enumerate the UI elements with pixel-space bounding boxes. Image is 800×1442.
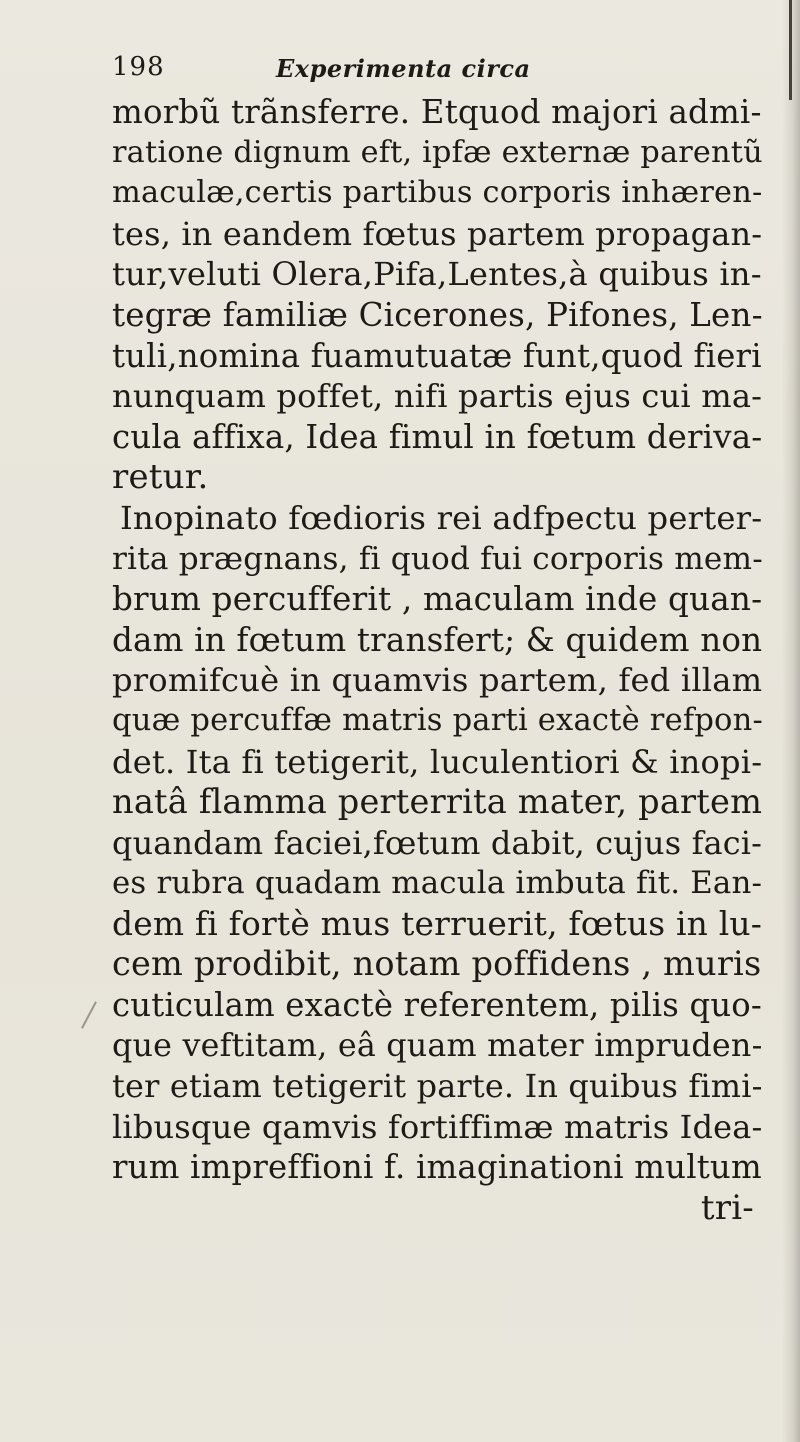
text-line: tegræ familiæ Cicerones, Pifones, Len- [112, 295, 763, 334]
text-line: tur,veluti Olera,Pifa,Lentes,à quibus in- [112, 255, 762, 294]
text-line: que veftitam, eâ quam mater impruden- [112, 1027, 763, 1064]
page-edge-shadow [782, 0, 800, 1442]
text-line: promifcuè in quamvis partem, fed illam [112, 661, 763, 700]
text-line: morbũ trãnsferre. Etquod majori admi- [112, 93, 762, 131]
text-line: det. Ita fi tetigerit, luculentiori & inopi- [112, 742, 763, 781]
page-header [112, 52, 752, 88]
text-line: cula affixa, Idea fimul in fœtum deriva- [112, 417, 763, 456]
text-line: ratione dignum eft, ipfæ externæ parentũ [112, 134, 763, 170]
text-line: tuli,nomina fuamutuatæ funt,quod fieri [112, 336, 762, 375]
text-line: natâ flamma perterrita mater, partem [112, 782, 763, 822]
text-line: rita prægnans, fi quod fui corporis mem- [112, 540, 763, 577]
text-line: rum impreffioni f. imaginationi multum [112, 1148, 762, 1187]
text-line: cuticulam exactè referentem, pilis quo- [112, 986, 763, 1025]
text-line: tes, in eandem fœtus partem propagan- [112, 214, 763, 253]
text-line: es rubra quadam macula imbuta fit. Ean- [112, 865, 763, 902]
text-line: cem prodibit, notam poffidens , muris [112, 944, 762, 984]
text-line: retur. [112, 457, 209, 498]
body-text [112, 92, 762, 1229]
paragraph-start-line: Inopinato fœdioris rei adfpectu perter- [120, 498, 763, 537]
page-number: 198 [112, 52, 165, 82]
text-line: brum percufferit , maculam inde quan- [112, 580, 763, 619]
text-line: libusque qamvis fortiffimæ matris Idea- [112, 1107, 763, 1146]
page-edge-mark [789, 0, 792, 100]
text-line: quandam faciei,fœtum dabit, cujus faci- [112, 823, 763, 862]
text-line: maculæ,certis partibus corporis inhæren- [112, 175, 763, 211]
margin-pencil-mark [81, 1001, 97, 1028]
text-line: ter etiam tetigerit parte. In quibus fimi- [112, 1067, 763, 1106]
text-line: dem fi fortè mus terruerit, fœtus in lu- [112, 903, 763, 943]
text-line: nunquam poffet, nifi partis ejus cui ma- [112, 377, 763, 416]
text-line: dam in fœtum transfert; & quidem non [112, 620, 763, 659]
running-head: Experimenta circa [276, 54, 531, 83]
catchword: tri- [700, 1188, 754, 1229]
text-line: quæ percuffæ matris parti exactè refpon- [112, 702, 763, 738]
